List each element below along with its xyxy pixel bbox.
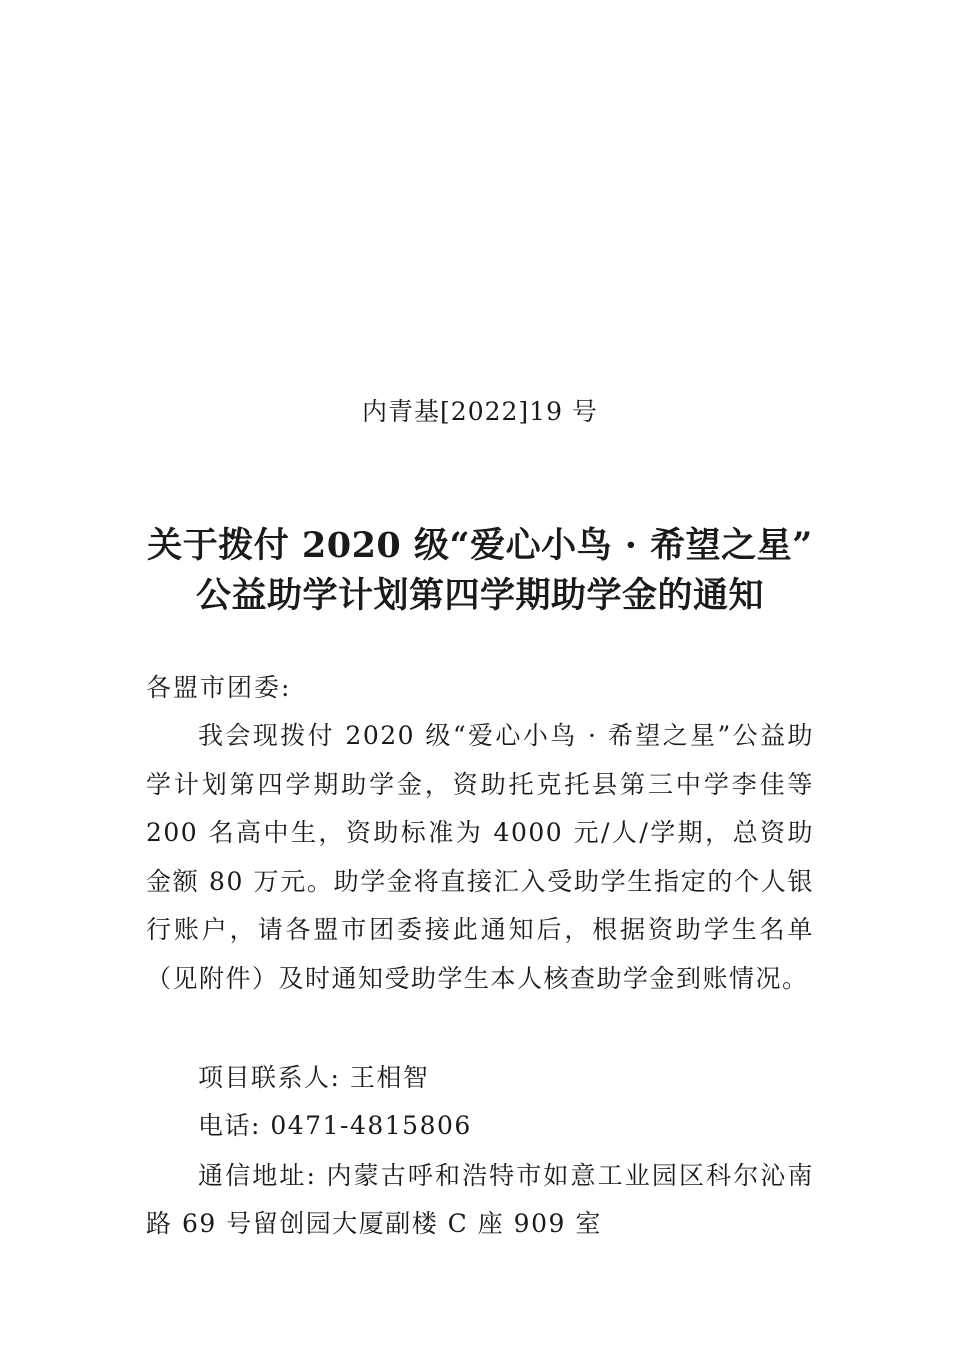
salutation: 各盟市团委: (146, 673, 292, 702)
document-title-line-1: 关于拨付 2020 级“爱心小鸟 · 希望之星” (147, 525, 813, 566)
contact-address: 通信地址: 内蒙古呼和浩特市如意工业园区科尔沁南路 69 号留创园大厦副楼 C 座 909 室 (146, 1161, 814, 1238)
contact-person: 项目联系人: 王相智 (198, 1063, 430, 1092)
document-title-line-2: 公益助学计划第四学期助学金的通知 (195, 575, 764, 616)
body-paragraph: 我会现拨付 2020 级“爱心小鸟 · 希望之星”公益助学计划第四学期助学金，资助托克托县第三中学李佳等 200 名高中生，资助标准为 4000 元/人/学期，总资助金额 80 万元。助学金将直接汇入受助学生指定的个人银行账户，请各盟市团委接此通知后，根据资助学生名单（见附件）及时通知受助学生本人核查助学金到账情况。 (146, 721, 814, 993)
document-number: 内青基[2022]19 号 (362, 397, 598, 426)
contact-phone: 电话: 0471-4815806 (198, 1111, 472, 1140)
